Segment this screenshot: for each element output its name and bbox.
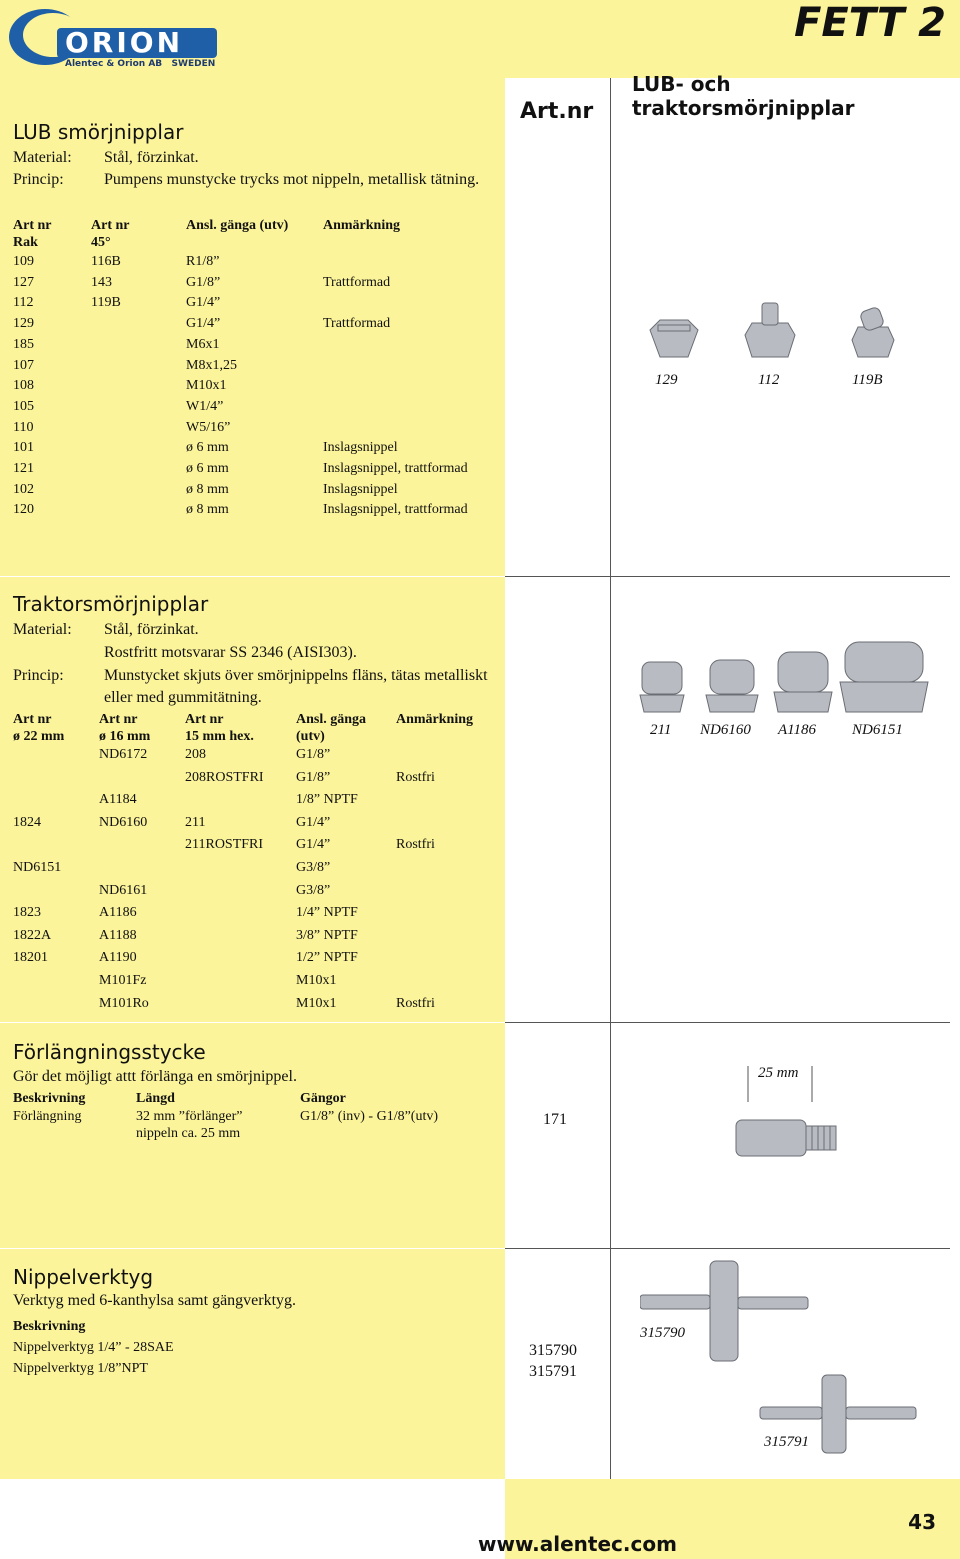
traktor-row-3-col-2: 211 bbox=[185, 815, 206, 830]
lub-row-3-col-3: Trattformad bbox=[323, 316, 391, 331]
nippel-title: Nippelverktyg bbox=[13, 1265, 154, 1289]
traktor-material-value-2: Rostfritt motsvarar SS 2346 (AISI303). bbox=[104, 644, 357, 661]
nippel-subtitle: Verktyg med 6-kanthylsa samt gängverktyg. bbox=[13, 1292, 297, 1309]
traktor-row-4-col-3: G1/4” bbox=[296, 837, 331, 852]
traktor-row-11-col-4: Rostfri bbox=[396, 996, 435, 1011]
traktor-title: Traktorsmörjnipplar bbox=[13, 592, 209, 616]
lub-row-1-col-3: Trattformad bbox=[323, 275, 391, 290]
traktor-col3a: Art nr bbox=[185, 712, 224, 727]
lub-row-12-col-2: ø 8 mm bbox=[186, 502, 229, 517]
lub-princip-label: Princip: bbox=[13, 171, 64, 188]
lub-row-5-col-2: M8x1,25 bbox=[186, 358, 237, 373]
traktor-row-3-col-0: 1824 bbox=[13, 815, 41, 830]
traktor-image-label-0: 211 bbox=[650, 722, 672, 738]
lub-row-8-col-0: 110 bbox=[13, 420, 34, 435]
traktor-row-8-col-1: A1188 bbox=[99, 928, 137, 943]
lub-row-6-col-2: M10x1 bbox=[186, 378, 227, 393]
lub-row-9-col-2: ø 6 mm bbox=[186, 440, 229, 455]
lub-row-2-col-2: G1/4” bbox=[186, 295, 221, 310]
traktor-col5: Anmärkning bbox=[396, 712, 474, 727]
nippel-artnr-2: 315791 bbox=[529, 1363, 577, 1380]
traktor-col1a: Art nr bbox=[13, 712, 52, 727]
lub-material-label: Material: bbox=[13, 149, 72, 166]
lub-col4: Anmärkning bbox=[323, 218, 401, 233]
brand-name: ORION bbox=[65, 26, 184, 59]
column-divider bbox=[610, 78, 611, 1548]
traktor-row-6-col-3: G3/8” bbox=[296, 883, 331, 898]
forlang-subtitle: Gör det möjligt attt förlänga en smörjnippel. bbox=[13, 1068, 297, 1085]
lub-row-3-col-0: 129 bbox=[13, 316, 34, 331]
traktor-row-9-col-3: 1/2” NPTF bbox=[296, 950, 358, 965]
traktor-princip-label: Princip: bbox=[13, 667, 64, 684]
forlang-gangor: G1/8” (inv) - G1/8”(utv) bbox=[300, 1109, 439, 1124]
traktor-image-label-3: ND6151 bbox=[852, 722, 903, 738]
lub-row-11-col-3: Inslagsnippel bbox=[323, 482, 398, 497]
traktor-row-9-col-1: A1190 bbox=[99, 950, 137, 965]
lub-row-10-col-3: Inslagsnippel, trattformad bbox=[323, 461, 468, 476]
traktor-row-0-col-2: 208 bbox=[185, 747, 206, 762]
lub-image-label-1: 112 bbox=[758, 372, 780, 388]
traktor-row-3-col-1: ND6160 bbox=[99, 815, 148, 830]
nippel-row-2: Nippelverktyg 1/8”NPT bbox=[13, 1361, 148, 1376]
traktor-col2b: ø 16 mm bbox=[99, 729, 151, 744]
nippel-image-label-2: 315791 bbox=[764, 1434, 809, 1450]
lub-row-1-col-1: 143 bbox=[91, 275, 112, 290]
traktor-princip-value: Munstycket skjuts över smörjnippelns fläns, tätas metalliskt eller med gummitätning. bbox=[104, 667, 488, 706]
nippel-image-label-1: 315790 bbox=[640, 1325, 685, 1341]
traktor-row-7-col-1: A1186 bbox=[99, 905, 137, 920]
traktor-row-7-col-0: 1823 bbox=[13, 905, 41, 920]
right-heading: LUB- och traktorsmörjnipplar bbox=[632, 72, 855, 120]
divider-1 bbox=[505, 576, 950, 577]
divider-2 bbox=[505, 1022, 950, 1023]
traktor-row-4-col-2: 211ROSTFRI bbox=[185, 837, 264, 852]
nippel-artnr-1: 315790 bbox=[529, 1342, 577, 1359]
traktor-row-11-col-1: M101Ro bbox=[99, 996, 149, 1011]
lub-product-images bbox=[640, 295, 940, 370]
traktor-row-10-col-3: M10x1 bbox=[296, 973, 337, 988]
lub-row-10-col-0: 121 bbox=[13, 461, 34, 476]
lub-image-label-2: 119B bbox=[852, 372, 883, 388]
lub-col3: Ansl. gänga (utv) bbox=[186, 218, 289, 233]
traktor-row-5-col-3: G3/8” bbox=[296, 860, 331, 875]
lub-row-11-col-0: 102 bbox=[13, 482, 34, 497]
lub-row-12-col-3: Inslagsnippel, trattformad bbox=[323, 502, 468, 517]
traktor-row-3-col-3: G1/4” bbox=[296, 815, 331, 830]
lub-row-7-col-2: W1/4” bbox=[186, 399, 224, 414]
lub-row-8-col-2: W5/16” bbox=[186, 420, 231, 435]
forlang-langd-2: nippeln ca. 25 mm bbox=[136, 1126, 241, 1141]
traktor-row-0-col-1: ND6172 bbox=[99, 747, 148, 762]
lub-row-10-col-2: ø 6 mm bbox=[186, 461, 229, 476]
lub-col2b: 45° bbox=[91, 235, 111, 250]
lub-row-12-col-0: 120 bbox=[13, 502, 34, 517]
forlang-title: Förlängningsstycke bbox=[13, 1040, 206, 1064]
lub-row-3-col-2: G1/4” bbox=[186, 316, 221, 331]
traktor-row-7-col-3: 1/4” NPTF bbox=[296, 905, 358, 920]
traktor-product-images bbox=[630, 640, 950, 715]
lub-col1a: Art nr bbox=[13, 218, 52, 233]
traktor-row-2-col-1: A1184 bbox=[99, 792, 137, 807]
divider-3 bbox=[505, 1248, 950, 1249]
forlang-langd-1: 32 mm ”förlänger” bbox=[136, 1109, 243, 1124]
forlang-artnr: 171 bbox=[543, 1111, 567, 1128]
lub-row-1-col-0: 127 bbox=[13, 275, 34, 290]
lub-title: LUB smörjnipplar bbox=[13, 120, 184, 144]
lub-princip-value: Pumpens munstycke trycks mot nippeln, metallisk tätning. bbox=[104, 171, 480, 188]
footer-url: www.alentec.com bbox=[478, 1532, 677, 1556]
traktor-row-1-col-3: G1/8” bbox=[296, 770, 331, 785]
traktor-row-10-col-1: M101Fz bbox=[99, 973, 147, 988]
traktor-row-5-col-0: ND6151 bbox=[13, 860, 62, 875]
traktor-col3b: 15 mm hex. bbox=[185, 729, 254, 744]
lub-row-5-col-0: 107 bbox=[13, 358, 34, 373]
traktor-col2a: Art nr bbox=[99, 712, 138, 727]
traktor-row-1-col-2: 208ROSTFRI bbox=[185, 770, 264, 785]
traktor-row-4-col-4: Rostfri bbox=[396, 837, 435, 852]
lub-material-value: Stål, förzinkat. bbox=[104, 149, 199, 166]
lub-row-0-col-2: R1/8” bbox=[186, 254, 220, 269]
traktor-row-1-col-4: Rostfri bbox=[396, 770, 435, 785]
traktor-col4a: Ansl. gänga bbox=[296, 712, 367, 727]
traktor-col1b: ø 22 mm bbox=[13, 729, 65, 744]
lub-row-0-col-0: 109 bbox=[13, 254, 34, 269]
forlang-col-beskrivning: Beskrivning bbox=[13, 1091, 86, 1106]
lub-row-2-col-0: 112 bbox=[13, 295, 34, 310]
traktor-row-6-col-1: ND6161 bbox=[99, 883, 148, 898]
lub-col2a: Art nr bbox=[91, 218, 130, 233]
traktor-image-label-1: ND6160 bbox=[700, 722, 751, 738]
orion-logo bbox=[5, 2, 230, 74]
lub-row-4-col-2: M6x1 bbox=[186, 337, 220, 352]
page-number: 43 bbox=[908, 1510, 936, 1534]
forlang-image-label: 25 mm bbox=[758, 1065, 799, 1081]
traktor-row-8-col-0: 1822A bbox=[13, 928, 52, 943]
traktor-row-11-col-3: M10x1 bbox=[296, 996, 337, 1011]
lub-row-6-col-0: 108 bbox=[13, 378, 34, 393]
lub-row-9-col-0: 101 bbox=[13, 440, 34, 455]
lub-col1b: Rak bbox=[13, 235, 38, 250]
lub-row-0-col-1: 116B bbox=[91, 254, 121, 269]
lub-image-label-0: 129 bbox=[655, 372, 678, 388]
traktor-row-8-col-3: 3/8” NPTF bbox=[296, 928, 358, 943]
forlang-beskrivning: Förlängning bbox=[13, 1109, 82, 1124]
forlang-col-langd: Längd bbox=[136, 1091, 175, 1106]
artnr-heading: Art.nr bbox=[520, 99, 594, 124]
lub-row-2-col-1: 119B bbox=[91, 295, 121, 310]
nippel-row-1: Nippelverktyg 1/4” - 28SAE bbox=[13, 1340, 174, 1355]
traktor-material-value-1: Stål, förzinkat. bbox=[104, 621, 199, 638]
lub-row-1-col-2: G1/8” bbox=[186, 275, 221, 290]
traktor-row-2-col-3: 1/8” NPTF bbox=[296, 792, 358, 807]
traktor-row-0-col-3: G1/8” bbox=[296, 747, 331, 762]
lub-row-7-col-0: 105 bbox=[13, 399, 34, 414]
section-code: FETT 2 bbox=[794, 0, 946, 46]
traktor-image-label-2: A1186 bbox=[778, 722, 817, 738]
lub-row-9-col-3: Inslagsnippel bbox=[323, 440, 398, 455]
lub-row-4-col-0: 185 bbox=[13, 337, 34, 352]
traktor-row-9-col-0: 18201 bbox=[13, 950, 48, 965]
nippel-col-beskrivning: Beskrivning bbox=[13, 1319, 86, 1334]
lub-row-11-col-2: ø 8 mm bbox=[186, 482, 229, 497]
traktor-col4b: (utv) bbox=[296, 729, 325, 744]
nippel-product-images bbox=[640, 1255, 940, 1455]
brand-sub: Alentec & Orion AB SWEDEN bbox=[65, 59, 216, 69]
traktor-material-label: Material: bbox=[13, 621, 72, 638]
forlang-col-gangor: Gängor bbox=[300, 1091, 346, 1106]
